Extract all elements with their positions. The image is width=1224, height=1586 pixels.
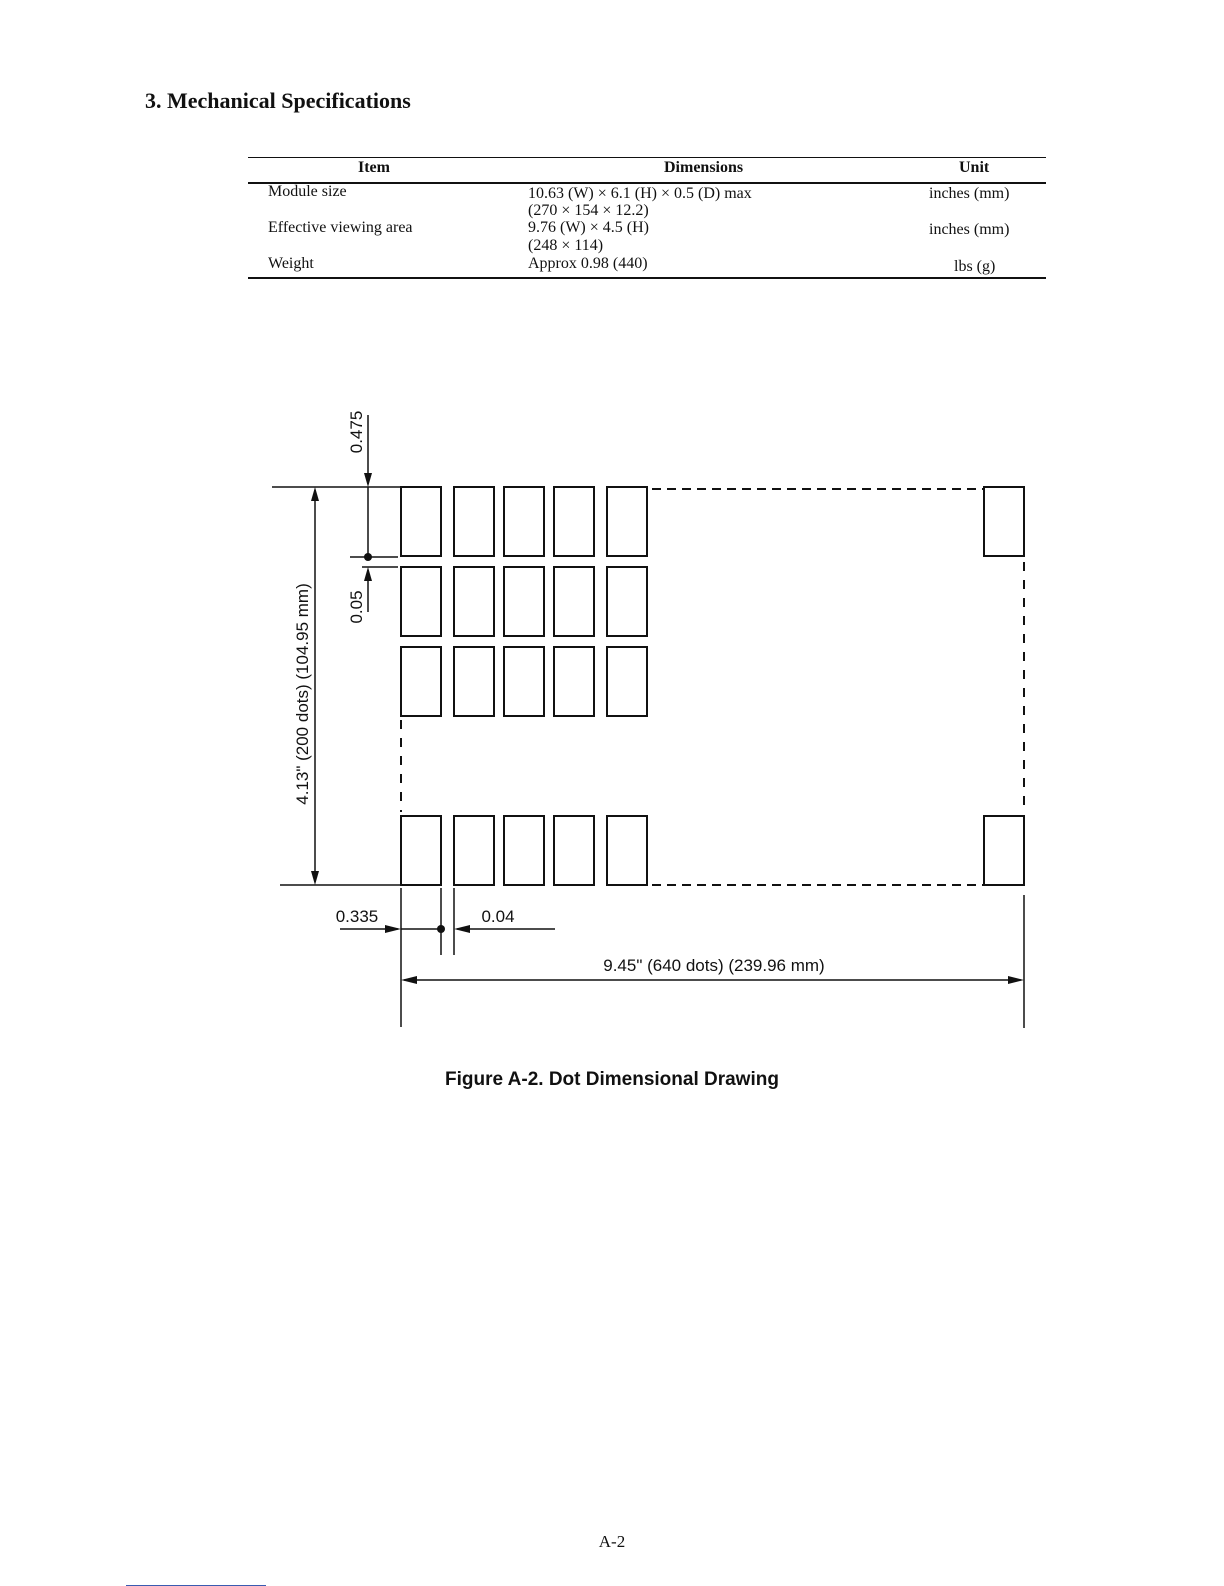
dot-cell [401, 487, 441, 556]
dot-cell [607, 816, 647, 885]
row-module-size-unit: inches (mm) [929, 185, 1010, 202]
dot-gap-v-label: 0.05 [347, 590, 366, 624]
dot-cell [554, 816, 594, 885]
dot-pitch-h-label: 0.335 [335, 907, 379, 926]
header-unit: Unit [959, 159, 990, 176]
dot-grid [401, 487, 1024, 885]
pitch-h-dot [437, 925, 445, 933]
dot-cell [401, 567, 441, 636]
dot-cell-last-column [984, 487, 1024, 556]
gap-v-arrow [364, 567, 372, 581]
pitch-h-arrow [385, 925, 401, 933]
row-viewing-area-dim2: (248 × 114) [528, 237, 604, 254]
row-weight-dim1: Approx 0.98 (440) [528, 255, 648, 272]
row-module-size-item: Module size [268, 183, 347, 200]
height-arrow-top [311, 487, 319, 501]
dot-cell [401, 647, 441, 716]
row-viewing-area-unit: inches (mm) [929, 221, 1010, 238]
height-arrow-bottom [311, 871, 319, 885]
dot-cell [454, 816, 494, 885]
dot-cell [454, 567, 494, 636]
page-number: A-2 [598, 1532, 626, 1551]
height-dimension-label: 4.13" (200 dots) (104.95 mm) [293, 583, 312, 805]
dot-cell [607, 487, 647, 556]
row-module-size-dim1: 10.63 (W) × 6.1 (H) × 0.5 (D) max [528, 185, 752, 202]
dot-cell-last-column [984, 816, 1024, 885]
gap-h-arrow [454, 925, 470, 933]
section-heading: 3. Mechanical Specifications [145, 88, 411, 113]
figure-caption: Figure A-2. Dot Dimensional Drawing [445, 1069, 779, 1090]
arrowheads [311, 473, 1024, 984]
header-item: Item [358, 159, 390, 176]
width-dimension-label: 9.45" (640 dots) (239.96 mm) [603, 956, 825, 975]
width-arrow-right [1008, 976, 1024, 984]
dot-cell [554, 647, 594, 716]
dot-cell [607, 567, 647, 636]
row-weight-unit: lbs (g) [954, 258, 996, 275]
row-viewing-area-item: Effective viewing area [268, 219, 413, 236]
row-viewing-area-dim1: 9.76 (W) × 4.5 (H) [528, 219, 649, 236]
dot-cell [607, 647, 647, 716]
dot-gap-h-label: 0.04 [481, 907, 515, 926]
dot-cell [504, 647, 544, 716]
dot-cell [504, 816, 544, 885]
row-module-size-dim2: (270 × 154 × 12.2) [528, 202, 649, 219]
dot-pitch-v-label: 0.475 [347, 410, 366, 454]
dot-cell [454, 487, 494, 556]
dot-cell [554, 567, 594, 636]
header-dimensions: Dimensions [664, 159, 744, 176]
pitch-v-dot [364, 553, 372, 561]
dimension-labels [293, 411, 825, 975]
dot-cell [504, 487, 544, 556]
dot-cell [401, 816, 441, 885]
row-weight-item: Weight [268, 255, 314, 272]
width-arrow-left [401, 976, 417, 984]
dot-cell [554, 487, 594, 556]
dot-cell [504, 567, 544, 636]
dot-cell [454, 647, 494, 716]
pitch-v-arrow [364, 473, 372, 487]
